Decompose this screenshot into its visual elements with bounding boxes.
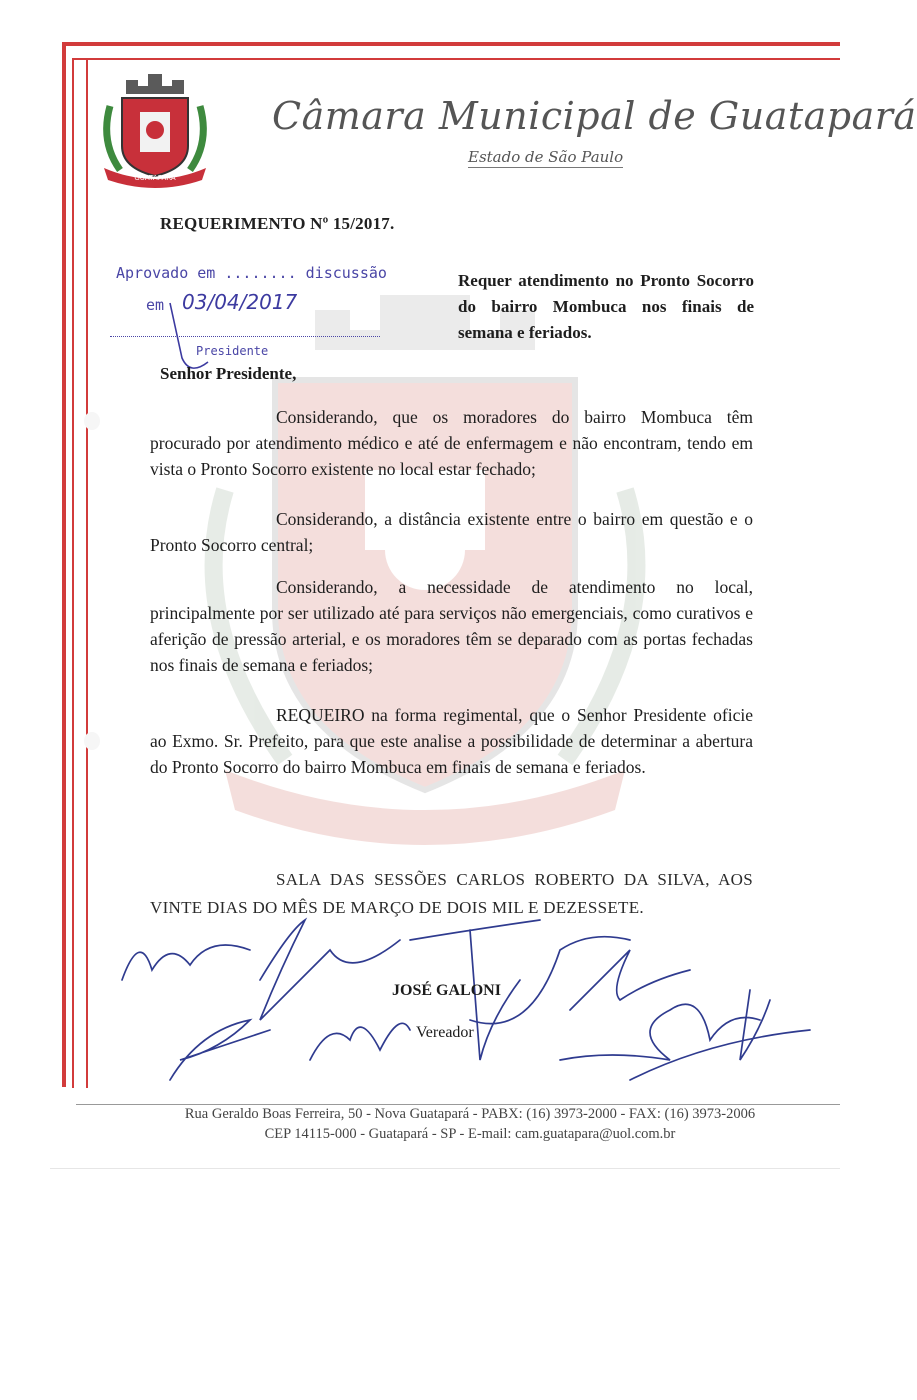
approval-stamp-date-prefix: em (146, 296, 165, 314)
letterhead-border-top (62, 42, 840, 46)
letterhead-border-top-inner (72, 58, 840, 60)
paragraph-text: Considerando, a distância existente entre o bairro em questão e o Pronto Socorro central; (150, 509, 753, 555)
document-title: REQUERIMENTO Nº 15/2017. (160, 214, 395, 233)
approval-stamp-date: 03/04/2017 (182, 290, 298, 314)
signer-name: JOSÉ GALONI (392, 982, 501, 999)
footer-contact: CEP 14115-000 - Guatapará - SP - E-mail: cam.guatapara@uol.com.br (264, 1126, 676, 1142)
paragraph (150, 506, 753, 558)
approval-stamp-rule (110, 336, 380, 337)
paragraph (150, 404, 753, 482)
paragraph (150, 702, 753, 780)
punch-hole (84, 412, 100, 430)
footer-divider (76, 1104, 840, 1105)
signer-role: Vereador (416, 1024, 474, 1041)
paragraph-text: REQUEIRO na forma regimental, que o Senhor Presidente oficie ao Exmo. Sr. Prefeito, para que este analise a possibilidade de determinar a abertura do Pronto Socorro do bairro Mombuca em finais de semana e feriados. (150, 705, 753, 777)
letterhead-title: Câmara Municipal de Guatapará (272, 94, 917, 138)
letterhead-border-left-inner (72, 58, 74, 1088)
letterhead-border-left (62, 42, 66, 1087)
paragraph-text: Considerando, a necessidade de atendimento no local, principalmente por ser utilizado até para serviços não emergenciais, como curativos e aferição de pressão arterial, e os moradores têm se deparado com as portas fechadas nos finais de semana e feriados; (150, 577, 753, 675)
requirement-summary: Requer atendimento no Pronto Socorro do bairro Mombuca nos finais de semana e feriados. (458, 271, 754, 342)
closing-text: SALA DAS SESSÕES CARLOS ROBERTO DA SILVA, AOS VINTE DIAS DO MÊS DE MARÇO DE DOIS MIL E DEZESSETE. (150, 870, 753, 917)
letterhead-border-left-inner2 (86, 58, 88, 1088)
letterhead-subtitle: Estado de São Paulo (468, 148, 624, 166)
greeting: Senhor Presidente, (160, 364, 297, 383)
footer-address: Rua Geraldo Boas Ferreira, 50 - Nova Guatapará - PABX: (16) 3973-2000 - FAX: (16) 3973-2006 (184, 1106, 756, 1122)
crest-ribbon-text: GUATAPARÁ (134, 174, 176, 182)
paragraph (150, 574, 753, 678)
signatures (110, 910, 830, 1100)
page-edge-rule (50, 1168, 840, 1169)
paragraph-text: Considerando, que os moradores do bairro Mombuca têm procurado por atendimento médico e até de enfermagem e não encontram, tendo em vista o Pronto Socorro existente no local estar fechado; (150, 407, 753, 479)
approval-stamp-role: Presidente (196, 344, 269, 358)
approval-stamp-line: Aprovado em ........ discussão (116, 264, 387, 282)
punch-hole (84, 732, 100, 750)
coat-of-arms-logo (96, 72, 214, 188)
